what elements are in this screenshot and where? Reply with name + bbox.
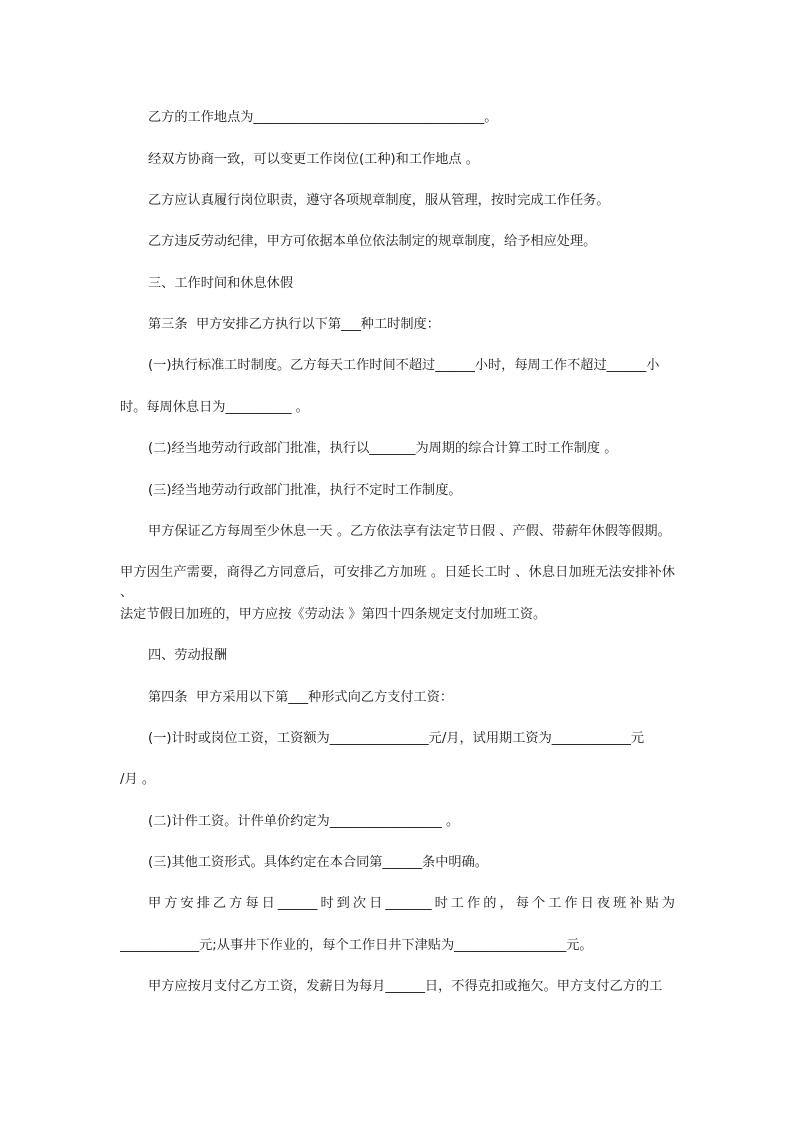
clause-piece-wage: (二)计件工资。计件单价约定为_________________ 。 <box>148 814 460 829</box>
clause-standard-hours-continued: 时。每周休息日为__________ 。 <box>120 400 309 415</box>
section-heading-working-hours: 三、工作时间和休息休假 <box>148 276 294 291</box>
paragraph-payday: 甲方应按月支付乙方工资，发薪日为每月______日，不得克扣或拖欠。甲方支付乙方的工 <box>148 979 663 994</box>
paragraph-night-allowance: 甲方安排乙方每日______时到次日_______时工作的，每个工作日夜班补贴为 <box>148 896 675 911</box>
clause-other-wage: (三)其他工资形式。具体约定在本合同第______条中明确。 <box>148 855 488 870</box>
article-3: 第三条 甲方安排乙方执行以下第___种工时制度： <box>148 317 440 332</box>
clause-time-wage-continued: /月 。 <box>120 772 156 787</box>
article-4: 第四条 甲方采用以下第___种形式向乙方支付工资： <box>148 690 454 705</box>
paragraph-overtime: 甲方因生产需要，商得乙方同意后，可安排乙方加班 。日延长工时 、休息日加班无法安排补休 、 <box>120 565 675 600</box>
paragraph-night-allowance-continued: ____________元;从事井下作业的，每个工作日井下津贴为_________________元。 <box>120 938 593 953</box>
paragraph-discipline: 乙方违反劳动纪律，甲方可依据本单位依法制定的规章制度，给予相应处理。 <box>148 234 597 249</box>
section-heading-remuneration: 四、劳动报酬 <box>148 648 228 663</box>
paragraph-work-location: 乙方的工作地点为___________________________________。 <box>148 110 498 125</box>
paragraph-change-position: 经双方协商一致，可以变更工作岗位(工种)和工作地点 。 <box>148 152 479 167</box>
paragraph-overtime-continued: 法定节假日加班的，甲方应按《劳动法 》第四十四条规定支付加班工资。 <box>120 607 547 622</box>
paragraph-duties: 乙方应认真履行岗位职责，遵守各项规章制度，服从管理，按时完成工作任务。 <box>148 193 610 208</box>
clause-time-wage: (一)计时或岗位工资，工资额为_______________元/月，试用期工资为____________元 <box>148 731 645 746</box>
clause-comprehensive-hours: (二)经当地劳动行政部门批准，执行以_______为周期的综合计算工时工作制度 。 <box>148 441 618 456</box>
clause-standard-hours: (一)执行标准工时制度。乙方每天工作时间不超过______小时，每周工作不超过______小 <box>148 358 660 373</box>
paragraph-rest-days: 甲方保证乙方每周至少休息一天 。乙方依法享有法定节日假 、产假、带薪年休假等假期。 <box>148 524 671 539</box>
clause-flexible-hours: (三)经当地劳动行政部门批准，执行不定时工作制度。 <box>148 483 462 498</box>
